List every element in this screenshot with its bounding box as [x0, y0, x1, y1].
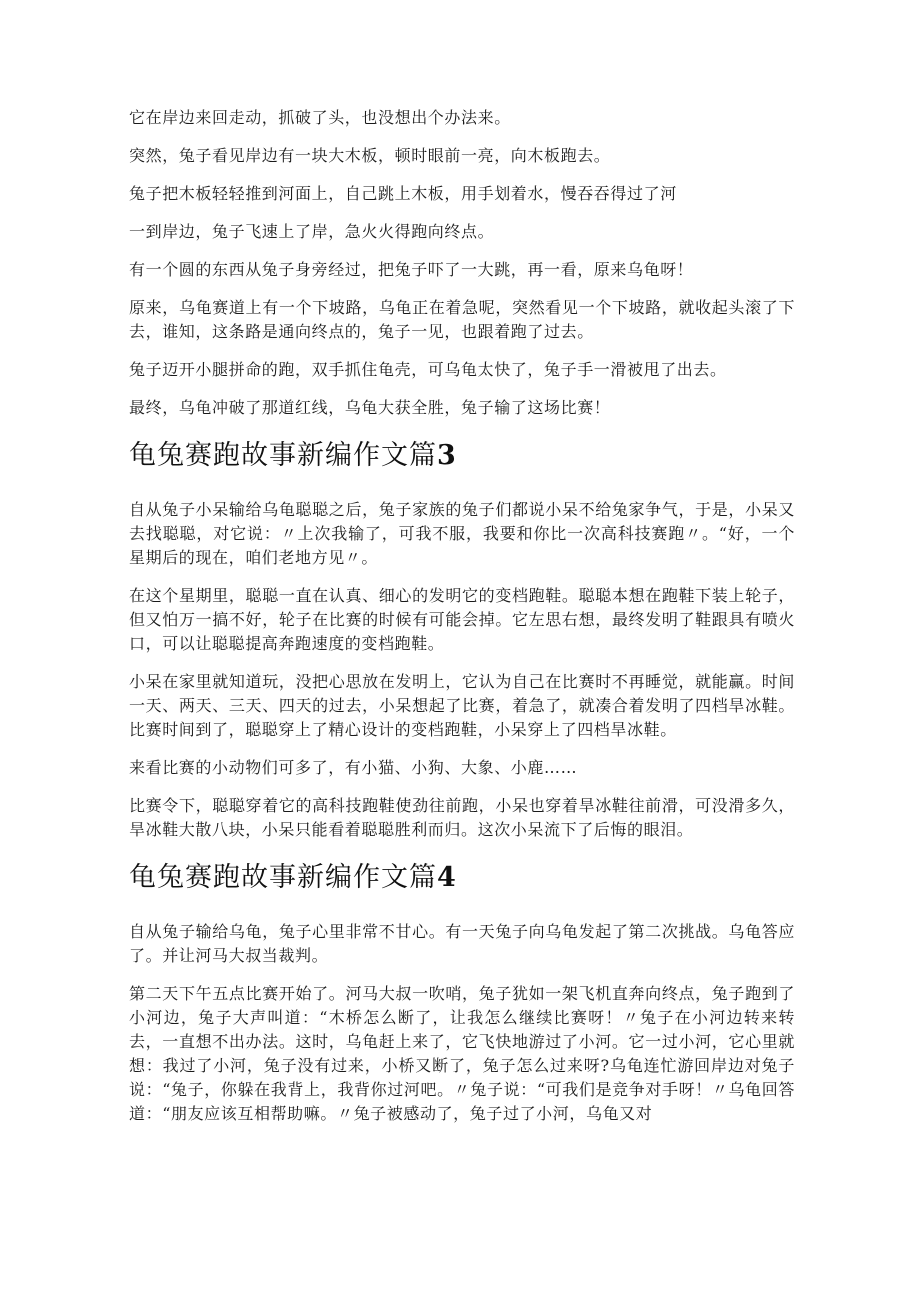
paragraph: 小呆在家里就知道玩，没把心思放在发明上，它认为自己在比赛时不再睡觉，就能赢。时间一天、两天、三天、四天的过去，小呆想起了比赛，着急了，就凑合着发明了四档旱冰鞋。比赛时间到了，聪聪穿上了精心设计的变档跑鞋，小呆穿上了四档旱冰鞋。 — [129, 672, 795, 739]
paragraph: 一到岸边，兔子飞速上了岸，急火火得跑向终点。 — [129, 222, 495, 241]
section-heading-4 — [129, 860, 795, 896]
paragraph: 自从兔子小呆输给乌龟聪聪之后，兔子家族的兔子们都说小呆不给兔家争气，于是，小呆又去找聪聪，对它说：〃上次我输了，可我不服，我要和你比一次高科技赛跑〃。“好，一个星期后的现在，咱们老地方见〃。 — [129, 500, 795, 567]
heading-title: 龟兔赛跑故事新编作文篇 — [129, 440, 437, 471]
paragraph: 最终，乌龟冲破了那道红线，乌龟大获全胜，兔子输了这场比赛！ — [129, 398, 611, 417]
heading-number: 3 — [437, 440, 457, 471]
paragraph: 自从兔子输给乌龟，兔子心里非常不甘心。有一天兔子向乌龟发起了第二次挑战。乌龟答应了。并让河马大叔当裁判。 — [129, 922, 795, 965]
paragraph: 它在岸边来回走动，抓破了头，也没想出个办法来。 — [129, 108, 511, 127]
document-body — [129, 106, 795, 1140]
paragraph: 来看比赛的小动物们可多了，有小猫、小狗、大象、小鹿…… — [129, 758, 578, 777]
paragraph: 突然，兔子看见岸边有一块大木板，顿时眼前一亮，向木板跑去。 — [129, 146, 611, 165]
paragraph: 有一个圆的东西从兔子身旁经过，把兔子吓了一大跳，再一看，原来乌龟呀！ — [129, 260, 694, 279]
paragraph: 第二天下午五点比赛开始了。河马大叔一吹哨，兔子犹如一架飞机直奔向终点，兔子跑到了小河边，兔子大声叫道：“木桥怎么断了，让我怎么继续比赛呀！〃兔子在小河边转来转去，一直想不出办法。这时，乌龟赶上来了，它飞快地游过了小河。它一过小河，它心里就想：我过了小河，兔子没有过来，小桥又断了，兔子怎么过来呀?乌龟连忙游回岸边对兔子说：“兔子，你躲在我背上，我背你过河吧。〃兔子说：“可我们是竞争对手呀！〃乌龟回答道：“朋友应该互相帮助嘛。〃兔子被感动了，兔子过了小河，乌龟又对 — [129, 984, 795, 1123]
paragraph: 兔子迈开小腿拼命的跑，双手抓住龟壳，可乌龟太快了，兔子手一滑被甩了出去。 — [129, 360, 727, 379]
heading-number: 4 — [437, 862, 457, 893]
paragraph: 在这个星期里，聪聪一直在认真、细心的发明它的变档跑鞋。聪聪本想在跑鞋下装上轮子，但又怕万一搞不好，轮子在比赛的时候有可能会掉。它左思右想，最终发明了鞋跟具有喷火口，可以让聪聪提高奔跑速度的变档跑鞋。 — [129, 586, 795, 653]
paragraph: 兔子把木板轻轻推到河面上，自己跳上木板，用手划着水，慢吞吞得过了河 — [129, 184, 677, 203]
heading-title: 龟兔赛跑故事新编作文篇 — [129, 862, 437, 893]
section-heading-3 — [129, 438, 795, 474]
paragraph: 原来，乌龟赛道上有一个下坡路，乌龟正在着急呢，突然看见一个下坡路，就收起头滚了下去，谁知，这条路是通向终点的，兔子一见，也跟着跑了过去。 — [129, 298, 795, 341]
paragraph: 比赛令下，聪聪穿着它的高科技跑鞋使劲往前跑，小呆也穿着旱冰鞋往前滑，可没滑多久，旱冰鞋大散八块，小呆只能看着聪聪胜利而归。这次小呆流下了后悔的眼泪。 — [129, 796, 795, 839]
